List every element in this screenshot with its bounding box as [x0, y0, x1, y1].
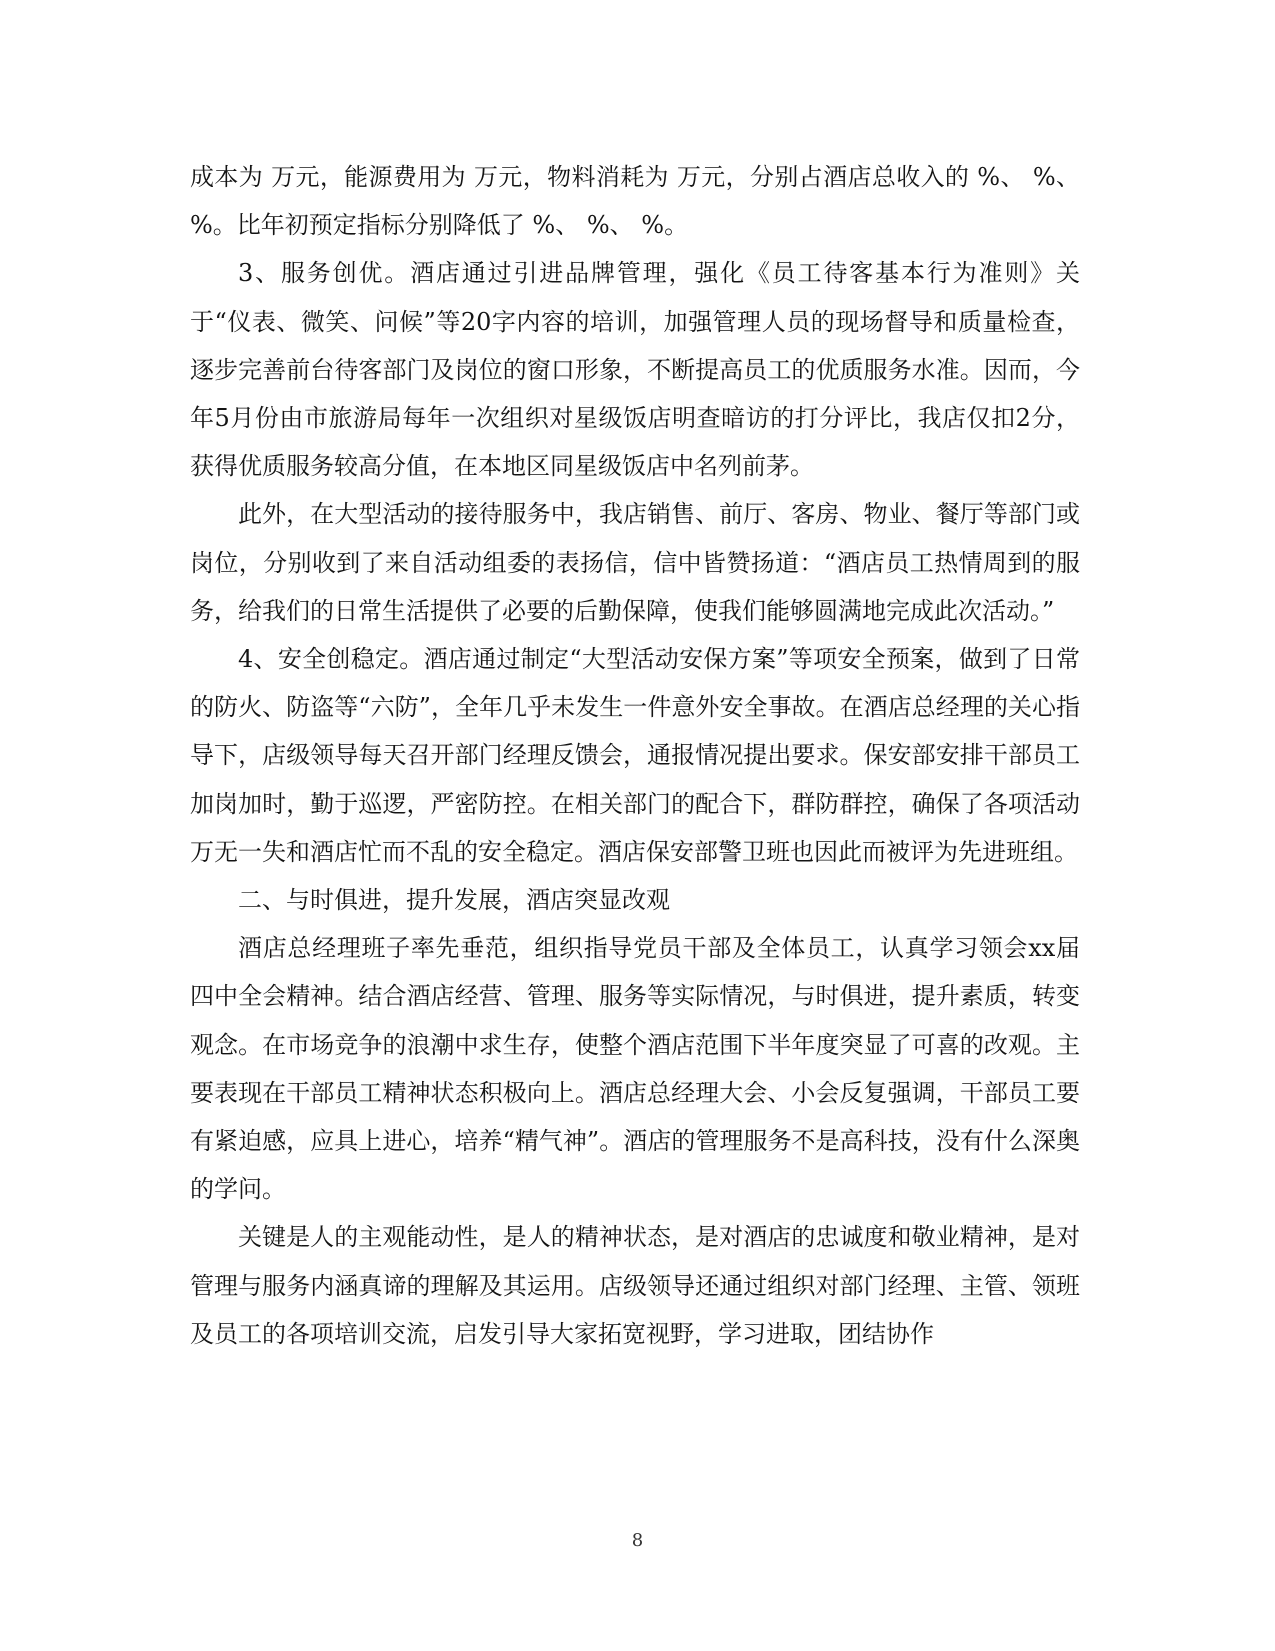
section-heading: 二、与时俱进，提升发展，酒店突显改观: [238, 886, 670, 915]
paragraph-safety-stability: 4、安全创稳定。酒店通过制定“大型活动安保方案”等项安全预案，做到了日常的防火、防盗等“六防”，全年几乎未发生一件意外安全事故。在酒店总经理的关心指导下，店级领导每天召开部门经理反馈会，通报情况提出要求。保安部安排干部员工加岗加时，勤于巡逻，严密防控。在相关部门的配合下，群防群控，确保了各项活动万无一失和酒店忙而不乱的安全稳定。酒店保安部警卫班也因此而被评为先进班组。: [190, 645, 1080, 866]
body-text: [190, 153, 1080, 1358]
paragraph-key-factor: 关键是人的主观能动性，是人的精神状态，是对酒店的忠诚度和敬业精神，是对管理与服务内涵真谛的理解及其运用。店级领导还通过组织对部门经理、主管、领班及员工的各项培训交流，启发引导大家拓宽视野，学习进取，团结协作: [190, 1223, 1080, 1348]
paragraph-service-excellence: 3、服务创优。酒店通过引进品牌管理，强化《员工待客基本行为准则》关于“仪表、微笑、问候”等20字内容的培训，加强管理人员的现场督导和质量检查，逐步完善前台待客部门及岗位的窗口形象，不断提高员工的优质服务水准。因而，今年5月份由市旅游局每年一次组织对星级饭店明查暗访的打分评比，我店仅扣2分，获得优质服务较高分值，在本地区同星级饭店中名列前茅。: [190, 259, 1080, 481]
paragraph-keep-pace: 酒店总经理班子率先垂范，组织指导党员干部及全体员工，认真学习领会xx届四中全会精神。结合酒店经营、管理、服务等实际情况，与时俱进，提升素质，转变观念。在市场竞争的浪潮中求生存，使整个酒店范围下半年度突显了可喜的改观。主要表现在干部员工精神状态积极向上。酒店总经理大会、小会反复强调，干部员工要有紧迫感，应具上进心，培养“精气神”。酒店的管理服务不是高科技，没有什么深奥的学问。: [190, 934, 1080, 1204]
paragraph-cost-summary: 成本为 万元，能源费用为 万元，物料消耗为 万元，分别占酒店总收入的 %、 %、 %。比年初预定指标分别降低了 %、 %、 %。: [190, 163, 1080, 240]
paragraph-event-praise: 此外，在大型活动的接待服务中，我店销售、前厅、客房、物业、餐厅等部门或岗位，分别收到了来自活动组委的表扬信，信中皆赞扬道：“酒店员工热情周到的服务，给我们的日常生活提供了必要的后勤保障，使我们能够圆满地完成此次活动。”: [190, 500, 1080, 625]
page-number: 8: [631, 1530, 644, 1551]
